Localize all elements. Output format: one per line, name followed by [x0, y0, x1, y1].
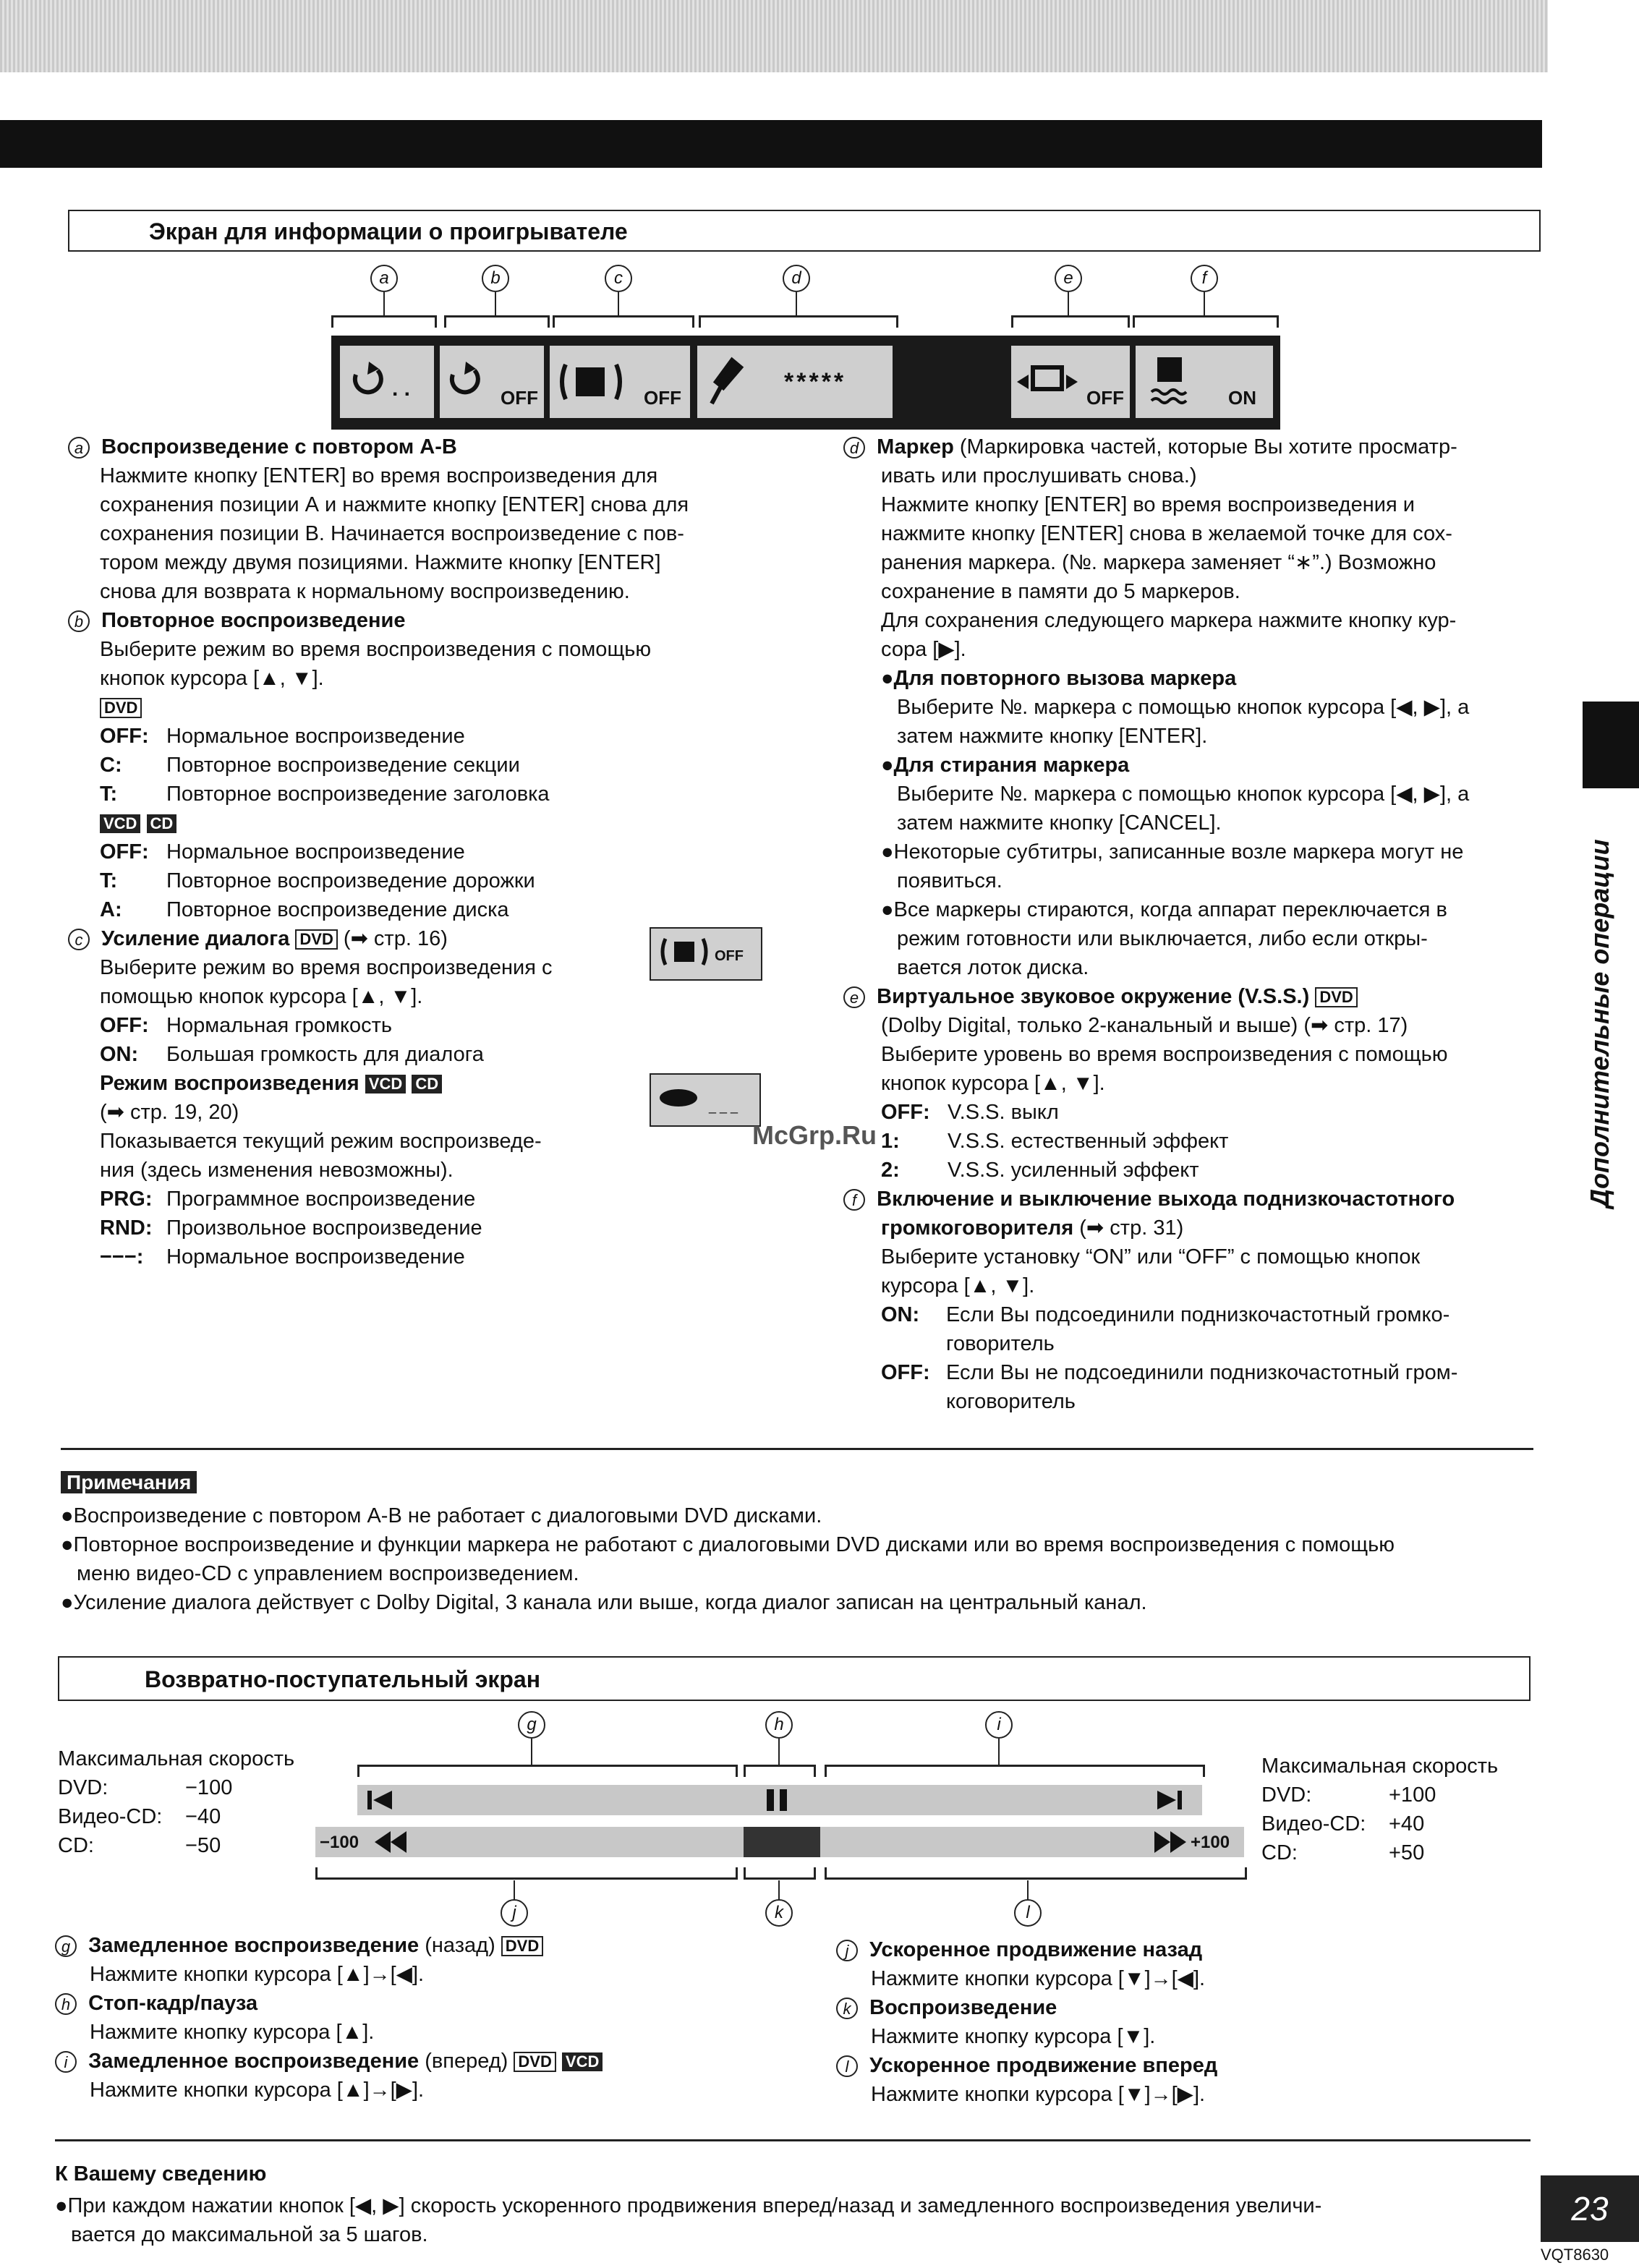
dvd-tag: DVD: [514, 2052, 555, 2072]
dialog-icon-box: [650, 927, 762, 981]
item-value: V.S.S. выкл: [948, 1101, 1059, 1124]
shuttle-title: Возвратно-поступательный экран: [145, 1666, 541, 1692]
text-line: сохранения позиции А и нажмите кнопку [ENTER] снова для: [100, 493, 689, 516]
section-d: [843, 432, 1541, 1416]
text-line: Выберите режим во время воспроизведения с помощью: [100, 638, 652, 661]
osd-ab-repeat: [340, 346, 434, 418]
item-value: Программное воспроизведение: [166, 1188, 476, 1211]
speed-key: Видео-CD:: [1261, 1812, 1366, 1836]
bracket-k: [744, 1867, 816, 1880]
dvd-tag: DVD: [1315, 987, 1357, 1007]
text-line: ивать или прослушивать снова.): [881, 464, 1197, 487]
item-key: ON:: [100, 1043, 139, 1066]
text-line: кнопок курсора [▲, ▼].: [881, 1072, 1105, 1095]
section-f-title-2: громкоговорителя: [881, 1216, 1074, 1240]
label-f: f: [1191, 265, 1218, 292]
item-value: Нормальная громкость: [166, 1014, 393, 1037]
header-black-bar: [0, 120, 1542, 168]
speed-key: Видео-CD:: [58, 1805, 163, 1828]
section-f-title: Включение и выключение выхода поднизкочастотного: [877, 1188, 1455, 1211]
item-value: V.S.S. естественный эффект: [948, 1130, 1229, 1153]
vcd-tag: VCD: [562, 2052, 603, 2071]
surround-icon: [1011, 346, 1084, 418]
text-line: ●Некоторые субтитры, записанные возле маркера могут не: [881, 840, 1464, 864]
desc-line: Нажмите кнопку курсора [▼].: [871, 2025, 1156, 2048]
speed-value: −40: [185, 1805, 221, 1828]
slow-bar-symbols: [357, 1785, 1202, 1815]
item-value: Нормальное воспроизведение: [166, 1245, 465, 1269]
speed-value: −50: [185, 1834, 221, 1857]
speed-value: +100: [1389, 1783, 1436, 1807]
item-value: Повторное воспроизведение заголовка: [166, 783, 550, 806]
label-k: k: [765, 1899, 793, 1927]
bracket-a: [331, 315, 437, 328]
letter-f: f: [843, 1189, 865, 1211]
fyi-title: К Вашему сведению: [55, 2162, 267, 2186]
search-bar-symbols: [315, 1827, 1244, 1857]
bracket-f: [1133, 315, 1279, 328]
letter-j: j: [836, 1940, 858, 1961]
text-line: сохранения позиции В. Начинается воспроизведение с пов-: [100, 522, 684, 545]
dialog-icon-off: OFF: [715, 948, 744, 964]
player-info-title-box: [68, 210, 1541, 252]
label-d: d: [783, 265, 810, 292]
label-e: e: [1055, 265, 1082, 292]
section-a: [68, 432, 762, 1271]
label-b: b: [482, 265, 509, 292]
item-key: C:: [100, 754, 122, 777]
item-key: PRG:: [100, 1188, 153, 1211]
text-line: Нажмите кнопку [ENTER] во время воспроизведения и: [881, 493, 1415, 516]
page-number: 23: [1541, 2175, 1639, 2242]
dvd-tag: DVD: [100, 698, 142, 718]
dialog-enhancer-icon: [550, 346, 644, 418]
text-line: Выберите уровень во время воспроизведения с помощью: [881, 1043, 1448, 1066]
repeat-icon: [340, 346, 434, 418]
watermark: McGrp.Ru: [752, 1120, 877, 1150]
divider: [55, 2139, 1531, 2141]
text-line: вается лоток диска.: [897, 956, 1089, 979]
speed-value: +50: [1389, 1841, 1425, 1864]
notes-list: [61, 1501, 1536, 1617]
max-speed-title: Максимальная скорость: [58, 1747, 295, 1770]
slow-motion-bar: [357, 1785, 1202, 1815]
desc-line: Нажмите кнопки курсора [▲]→[◀].: [90, 1963, 425, 1986]
text-line: тором между двумя позициями. Нажмите кнопку [ENTER]: [100, 551, 661, 574]
osd-marker: [697, 346, 893, 418]
item-key: 2:: [881, 1159, 900, 1182]
text-line: помощью кнопок курсора [▲, ▼].: [100, 985, 423, 1008]
erase-marker-title: ●Для стирания маркера: [881, 754, 1130, 777]
desc-title-rest: (вперед): [419, 2050, 508, 2073]
item-value: Если Вы не подсоединили поднизкочастотный гром-: [946, 1361, 1458, 1384]
dvd-tag: DVD: [295, 929, 337, 950]
search-left-label: −100: [320, 1833, 359, 1852]
text-line: Для сохранения следующего маркера нажмите кнопку кур-: [881, 609, 1457, 632]
osd-marker-stars: *****: [784, 368, 847, 396]
item-value: Если Вы подсоединили поднизкочастотный громко-: [946, 1303, 1450, 1326]
desc-title: Замедленное воспроизведение: [88, 2050, 420, 2073]
dvd-tag: DVD: [501, 1936, 543, 1956]
text-line: кнопок курсора [▲, ▼].: [100, 667, 324, 690]
section-b-title: Повторное воспроизведение: [101, 609, 406, 632]
item-key: OFF:: [100, 725, 149, 748]
speed-key: CD:: [58, 1834, 94, 1857]
osd-dialog-off: OFF: [644, 387, 681, 409]
shuttle-desc-left: [55, 1931, 822, 2105]
text-line: Выберите установку “ON” или “OFF” с помощью кнопок: [881, 1245, 1421, 1269]
text-line: Выберите №. маркера с помощью кнопок курсора [◀, ▶], а: [897, 696, 1470, 719]
top-texture-band: [0, 0, 1548, 72]
desc-line: Нажмите кнопки курсора [▼]→[◀].: [871, 1967, 1206, 1990]
letter-k: k: [836, 1998, 858, 2019]
item-key: OFF:: [100, 1014, 149, 1037]
osd-repeat-off: OFF: [501, 387, 538, 409]
desc-title: Ускоренное продвижение назад: [869, 1938, 1203, 1961]
item-value: Нормальное воспроизведение: [166, 840, 465, 864]
max-speed-right: [1261, 1752, 1551, 1867]
letter-g: g: [55, 1935, 77, 1957]
bracket-b: [444, 315, 550, 328]
note-item: ●Повторное воспроизведение и функции маркера не работают с диалоговыми DVD дисками или во время воспроизведения с помощью: [61, 1533, 1395, 1556]
recall-marker-title: ●Для повторного вызова маркера: [881, 667, 1237, 690]
desc-line: Нажмите кнопки курсора [▼]→[▶].: [871, 2083, 1206, 2106]
section-c-title: Усиление диалога: [101, 927, 290, 950]
cd-tag: CD: [412, 1075, 442, 1094]
section-e-title: Виртуальное звуковое окружение (V.S.S.): [877, 985, 1310, 1008]
letter-h: h: [55, 1993, 77, 2015]
letter-b: b: [68, 610, 90, 632]
item-value: Повторное воспроизведение секции: [166, 754, 520, 777]
max-speed-title: Максимальная скорость: [1261, 1755, 1499, 1778]
speed-value: −100: [185, 1776, 233, 1799]
marker-pin-icon: [697, 346, 748, 418]
item-value: Повторное воспроизведение диска: [166, 898, 509, 921]
desc-title-rest: (назад): [419, 1934, 495, 1957]
item-value: V.S.S. усиленный эффект: [948, 1159, 1199, 1182]
item-key: A:: [100, 898, 122, 921]
label-g: g: [518, 1711, 545, 1739]
note-item: ●Усиление диалога действует с Dolby Digital, 3 канала или выше, когда диалог записан на центральный канал.: [61, 1591, 1147, 1614]
note-item: меню видео-CD с управлением воспроизведением.: [77, 1562, 579, 1585]
item-value: коговоритель: [946, 1390, 1076, 1413]
max-speed-left: [58, 1744, 347, 1860]
text-line: сора [▶].: [881, 638, 966, 661]
side-text: [1577, 803, 1620, 1208]
item-key: 1:: [881, 1130, 900, 1153]
play-mode-title: Режим воспроизведения: [100, 1072, 359, 1095]
bracket-h: [744, 1765, 816, 1777]
dialog-enhancer-icon: [651, 929, 716, 976]
subwoofer-icon: [1136, 346, 1208, 418]
side-tab: [1583, 702, 1639, 788]
section-d-title-rest: (Маркировка частей, которые Вы хотите просматр-: [953, 435, 1457, 459]
text-line: Выберите режим во время воспроизведения с: [100, 956, 553, 979]
doc-code: VQT8630: [1541, 2246, 1609, 2264]
osd-vss: [1011, 346, 1130, 418]
shuttle-title-box: [58, 1656, 1531, 1701]
bracket-g: [357, 1765, 738, 1777]
text-line: курсора [▲, ▼].: [881, 1274, 1035, 1297]
osd-repeat: [440, 346, 544, 418]
osd-vss-off: OFF: [1086, 387, 1124, 409]
letter-a: a: [68, 437, 90, 459]
desc-title: Замедленное воспроизведение: [88, 1934, 420, 1957]
text-line: ●Все маркеры стираются, когда аппарат переключается в: [881, 898, 1447, 921]
label-a: a: [370, 265, 398, 292]
text-line: ния (здесь изменения невозможны).: [100, 1159, 454, 1182]
notes-title: Примечания: [61, 1471, 197, 1493]
vcd-tag: VCD: [365, 1075, 406, 1094]
bracket-d: [699, 315, 898, 328]
text-line: режим готовности или выключается, либо если откры-: [897, 927, 1428, 950]
speed-value: +40: [1389, 1812, 1425, 1836]
side-text-label: Дополнительные операции: [1585, 839, 1614, 1208]
desc-line: Нажмите кнопку курсора [▲].: [90, 2021, 375, 2044]
item-key: OFF:: [100, 840, 149, 864]
search-right-label: +100: [1191, 1833, 1230, 1852]
text-line: сохранение в памяти до 5 маркеров.: [881, 580, 1240, 603]
letter-e: e: [843, 986, 865, 1008]
bracket-j: [315, 1867, 738, 1880]
item-key: T:: [100, 783, 118, 806]
player-info-osd: [331, 336, 1280, 430]
search-bar: [315, 1827, 1244, 1857]
label-c: c: [605, 265, 632, 292]
item-key: ON:: [881, 1303, 920, 1326]
disc-icon: [654, 1075, 704, 1122]
repeat-icon: [440, 346, 490, 418]
page-ref: (➡ стр. 31): [1073, 1216, 1184, 1240]
item-key: OFF:: [881, 1361, 930, 1384]
fyi-line: вается до максимальной за 5 шагов.: [71, 2223, 428, 2246]
player-info-title: Экран для информации о проигрывателе: [149, 218, 628, 244]
desc-title: Стоп-кадр/пауза: [88, 1992, 258, 2015]
desc-line: Нажмите кнопки курсора [▲]→[▶].: [90, 2079, 425, 2102]
letter-i: i: [55, 2051, 77, 2073]
text-line: Выберите №. маркера с помощью кнопок курсора [◀, ▶], а: [897, 783, 1470, 806]
page-ref: (➡ стр. 16): [343, 927, 448, 950]
text-line: снова для возврата к нормальному воспроизведению.: [100, 580, 630, 603]
osd-ab-dots: . .: [392, 377, 411, 401]
label-l: l: [1014, 1899, 1042, 1927]
text-line: (Dolby Digital, только 2-канальный и выше) (➡ стр. 17): [881, 1014, 1408, 1037]
notes-section: [61, 1468, 197, 1497]
bracket-c: [553, 315, 694, 328]
label-j: j: [501, 1899, 528, 1927]
fyi-section: [55, 2160, 1538, 2249]
osd-subwoofer-on: ON: [1228, 387, 1256, 409]
item-key: RND:: [100, 1216, 153, 1240]
letter-d: d: [843, 437, 865, 459]
note-item: ●Воспроизведение с повтором А-В не работает с диалоговыми DVD дисками.: [61, 1504, 822, 1527]
item-value: Повторное воспроизведение дорожки: [166, 869, 535, 892]
section-a-title: Воспроизведение с повтором А-В: [101, 435, 457, 459]
text-line: Показывается текущий режим воспроизведе-: [100, 1130, 542, 1153]
osd-subwoofer: [1136, 346, 1273, 418]
item-value: Большая громкость для диалога: [166, 1043, 484, 1066]
text-line: затем нажмите кнопку [CANCEL].: [897, 811, 1222, 835]
label-h: h: [765, 1711, 793, 1739]
item-value: Нормальное воспроизведение: [166, 725, 465, 748]
item-key: T:: [100, 869, 118, 892]
text-line: появиться.: [897, 869, 1002, 892]
vcd-tag: VCD: [100, 814, 140, 833]
item-key: OFF:: [881, 1101, 930, 1124]
label-i: i: [985, 1711, 1013, 1739]
text-line: Нажмите кнопку [ENTER] во время воспроизведения для: [100, 464, 658, 487]
bracket-e: [1011, 315, 1130, 328]
osd-dialog: [550, 346, 690, 418]
speed-key: DVD:: [58, 1776, 108, 1799]
section-d-title: Маркер: [877, 435, 954, 459]
cd-tag: CD: [147, 814, 177, 833]
text-line: затем нажмите кнопку [ENTER].: [897, 725, 1208, 748]
bracket-l: [825, 1867, 1247, 1880]
shuttle-desc-right: [836, 1935, 1531, 2109]
divider: [61, 1448, 1533, 1450]
item-value: Произвольное воспроизведение: [166, 1216, 482, 1240]
play-mode-dash: _ _ _: [709, 1099, 738, 1114]
letter-c: c: [68, 929, 90, 950]
desc-title: Воспроизведение: [869, 1996, 1057, 2019]
page-ref: (➡ стр. 19, 20): [100, 1101, 239, 1124]
speed-key: CD:: [1261, 1841, 1298, 1864]
speed-key: DVD:: [1261, 1783, 1312, 1807]
play-mode-icon-box: [650, 1073, 761, 1127]
text-line: нажмите кнопку [ENTER] снова в желаемой точке для сох-: [881, 522, 1452, 545]
bracket-i: [825, 1765, 1205, 1777]
desc-title: Ускоренное продвижение вперед: [869, 2054, 1218, 2077]
item-key: −−−:: [100, 1245, 144, 1269]
letter-l: l: [836, 2055, 858, 2077]
fyi-line: ●При каждом нажатии кнопок [◀, ▶] скорость ускоренного продвижения вперед/назад и замедленного воспроизведения увеличи-: [55, 2194, 1322, 2217]
item-value: говоритель: [946, 1332, 1055, 1355]
text-line: ранения маркера. (№. маркера заменяет “∗”.) Возможно: [881, 551, 1436, 574]
